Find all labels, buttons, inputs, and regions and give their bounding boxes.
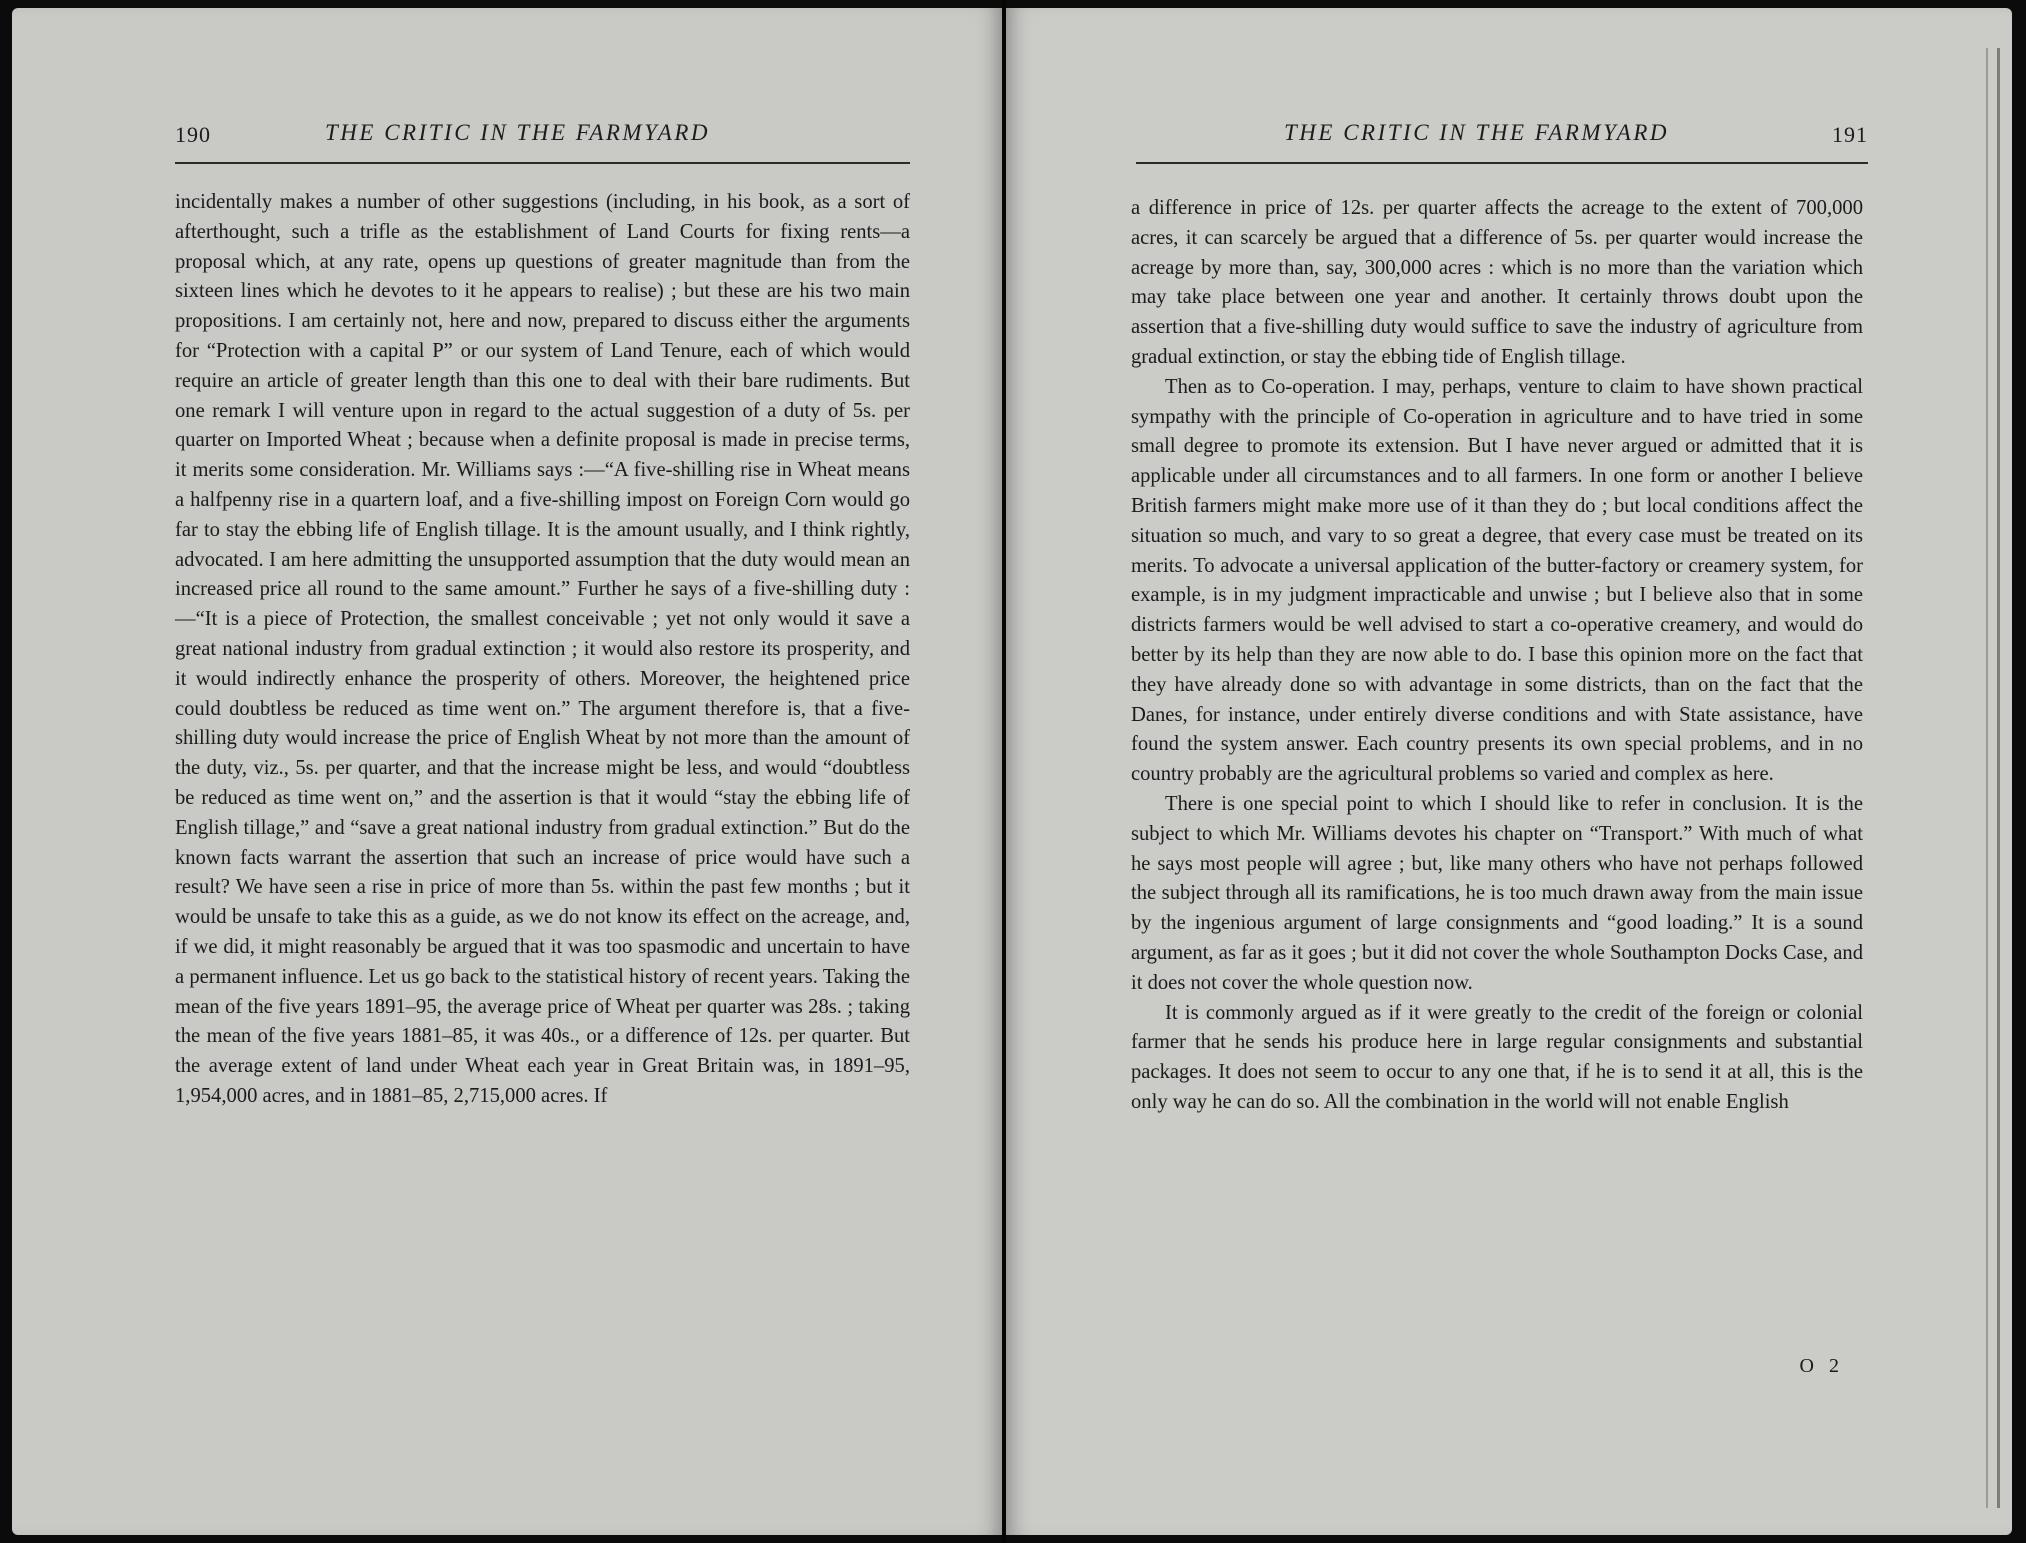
right-header-rule xyxy=(1136,162,1868,164)
left-paragraph-1: incidentally makes a number of other suggestions (including, in his book, as a sort of afterthought, such a trifle as the establishment of Land Courts for fixing rents—a proposal which, at any rate, opens up questions of greater magnitude than from the sixteen lines which he devotes to it he appears to realise) ; but these are his two main propositions. I am certainly not, here and now, prepared to discuss either the arguments for “Protection with a capital P” or our system of Land Tenure, each of which would require an article of greater length than this one to deal with their bare rudiments. But one remark I will venture upon in regard to the actual suggestion of a duty of 5s. per quarter on Imported Wheat ; because when a definite proposal is made in precise terms, it merits some consideration. Mr. Williams says :—“A five-shilling rise in Wheat means a halfpenny rise in a quartern loaf, and a five-shilling impost on Foreign Corn would go far to stay the ebbing life of English tillage. It is the amount usually, and I think rightly, advocated. I am here admitting the unsupported assumption that the duty would mean an increased price all round to the same amount.” Further he says of a five-shilling duty :—“It is a piece of Protection, the smallest conceivable ; yet not only would it save a great national industry from gradual extinction ; it would also restore its prosperity, and it would indirectly enhance the prosperity of others. Moreover, the heightened price could doubtless be reduced as time went on.” The argument therefore is, that a five-shilling duty would increase the price of English Wheat by not more than the amount of the duty, viz., 5s. per quarter, and that the increase might be less, and would “doubtless be reduced as time went on,” and the assertion is that it would “stay the ebbing life of English tillage,” and “save a great national industry from gradual extinction.” But do the known facts warrant the assertion that such an increase of price would have such a result? We have seen a rise in price of more than 5s. within the past few months ; but it would be unsafe to take this as a guide, as we do not know its effect on the acreage, and, if we did, it might reasonably be argued that it was too spasmodic and uncertain to have a permanent influence. Let us go back to the statistical history of recent years. Taking the mean of the five years 1891–95, the average price of Wheat per quarter was 28s. ; taking the mean of the five years 1881–85, it was 40s., or a difference of 12s. per quarter. But the average extent of land under Wheat each year in Great Britain was, in 1891–95, 1,954,000 acres, and in 1881–85, 2,715,000 acres. If xyxy=(175,191,910,1107)
left-running-head: THE CRITIC IN THE FARMYARD xyxy=(325,120,710,145)
right-body-text xyxy=(1131,194,1863,1118)
page-edge-line xyxy=(1997,48,2000,1508)
left-page xyxy=(12,8,1002,1535)
left-page-number: 190 xyxy=(175,122,211,147)
right-paragraph-2: Then as to Co-operation. I may, perhaps, venture to claim to have shown practical sympathy with the principle of Co-operation in agriculture and to have tried in some small degree to promote its extension. But I have never argued or admitted that it is applicable under all circumstances and to all farmers. In one form or another I believe British farmers might make more use of it than they do ; but local conditions affect the situation so much, and vary to so great a degree, that every case must be treated on its merits. To advocate a universal application of the butter-factory or creamery system, for example, is in my judgment impracticable and unwise ; but I believe also that in some districts farmers would be well advised to start a co-operative creamery, and would do better by its help than they are now able to do. I base this opinion more on the fact that they have already done so with advantage in some districts, than on the fact that the Danes, for instance, under entirely diverse conditions and with State assistance, have found the system answer. Each country presents its own special problems, and in no country probably are the agricultural problems so varied and complex as here. xyxy=(1131,375,1863,786)
right-running-head: THE CRITIC IN THE FARMYARD xyxy=(1284,120,1669,145)
right-paragraph-1: a difference in price of 12s. per quarter affects the acreage to the extent of 700,000 acres, it can scarcely be argued that a difference of 5s. per quarter would increase the acreage by more than, say, 300,000 acres : which is no more than the variation which may take place between one year and another. It certainly throws doubt upon the assertion that a five-shilling duty would suffice to save the industry of agriculture from gradual extinction, or stay the ebbing tide of English tillage. xyxy=(1131,197,1863,368)
right-paragraph-4: It is commonly argued as if it were greatly to the credit of the foreign or colonial farmer that he sends his produce here in large regular consignments and substantial packages. It does not seem to occur to any one that, if he is to send it at all, this is the only way he can do so. All the combination in the world will not enable English xyxy=(1131,1001,1863,1113)
right-paragraph-3: There is one special point to which I should like to refer in conclusion. It is the subject to which Mr. Williams devotes his chapter on “Transport.” With much of what he says most people will agree ; but, like many others who have not perhaps followed the subject through all its ramifications, he is too much drawn away from the main issue by the ingenious argument of large consignments and “good loading.” It is a sound argument, as far as it goes ; but it did not cover the whole Southampton Docks Case, and it does not cover the whole question now. xyxy=(1131,792,1863,994)
left-header-rule xyxy=(175,162,910,164)
right-page xyxy=(1006,8,2012,1535)
right-header xyxy=(1136,120,1868,156)
left-body-text xyxy=(175,188,910,1112)
page-edge-line xyxy=(1986,48,1988,1508)
signature-mark: O 2 xyxy=(1799,1355,1844,1377)
right-page-number: 191 xyxy=(1832,122,1868,147)
left-header xyxy=(175,120,910,156)
